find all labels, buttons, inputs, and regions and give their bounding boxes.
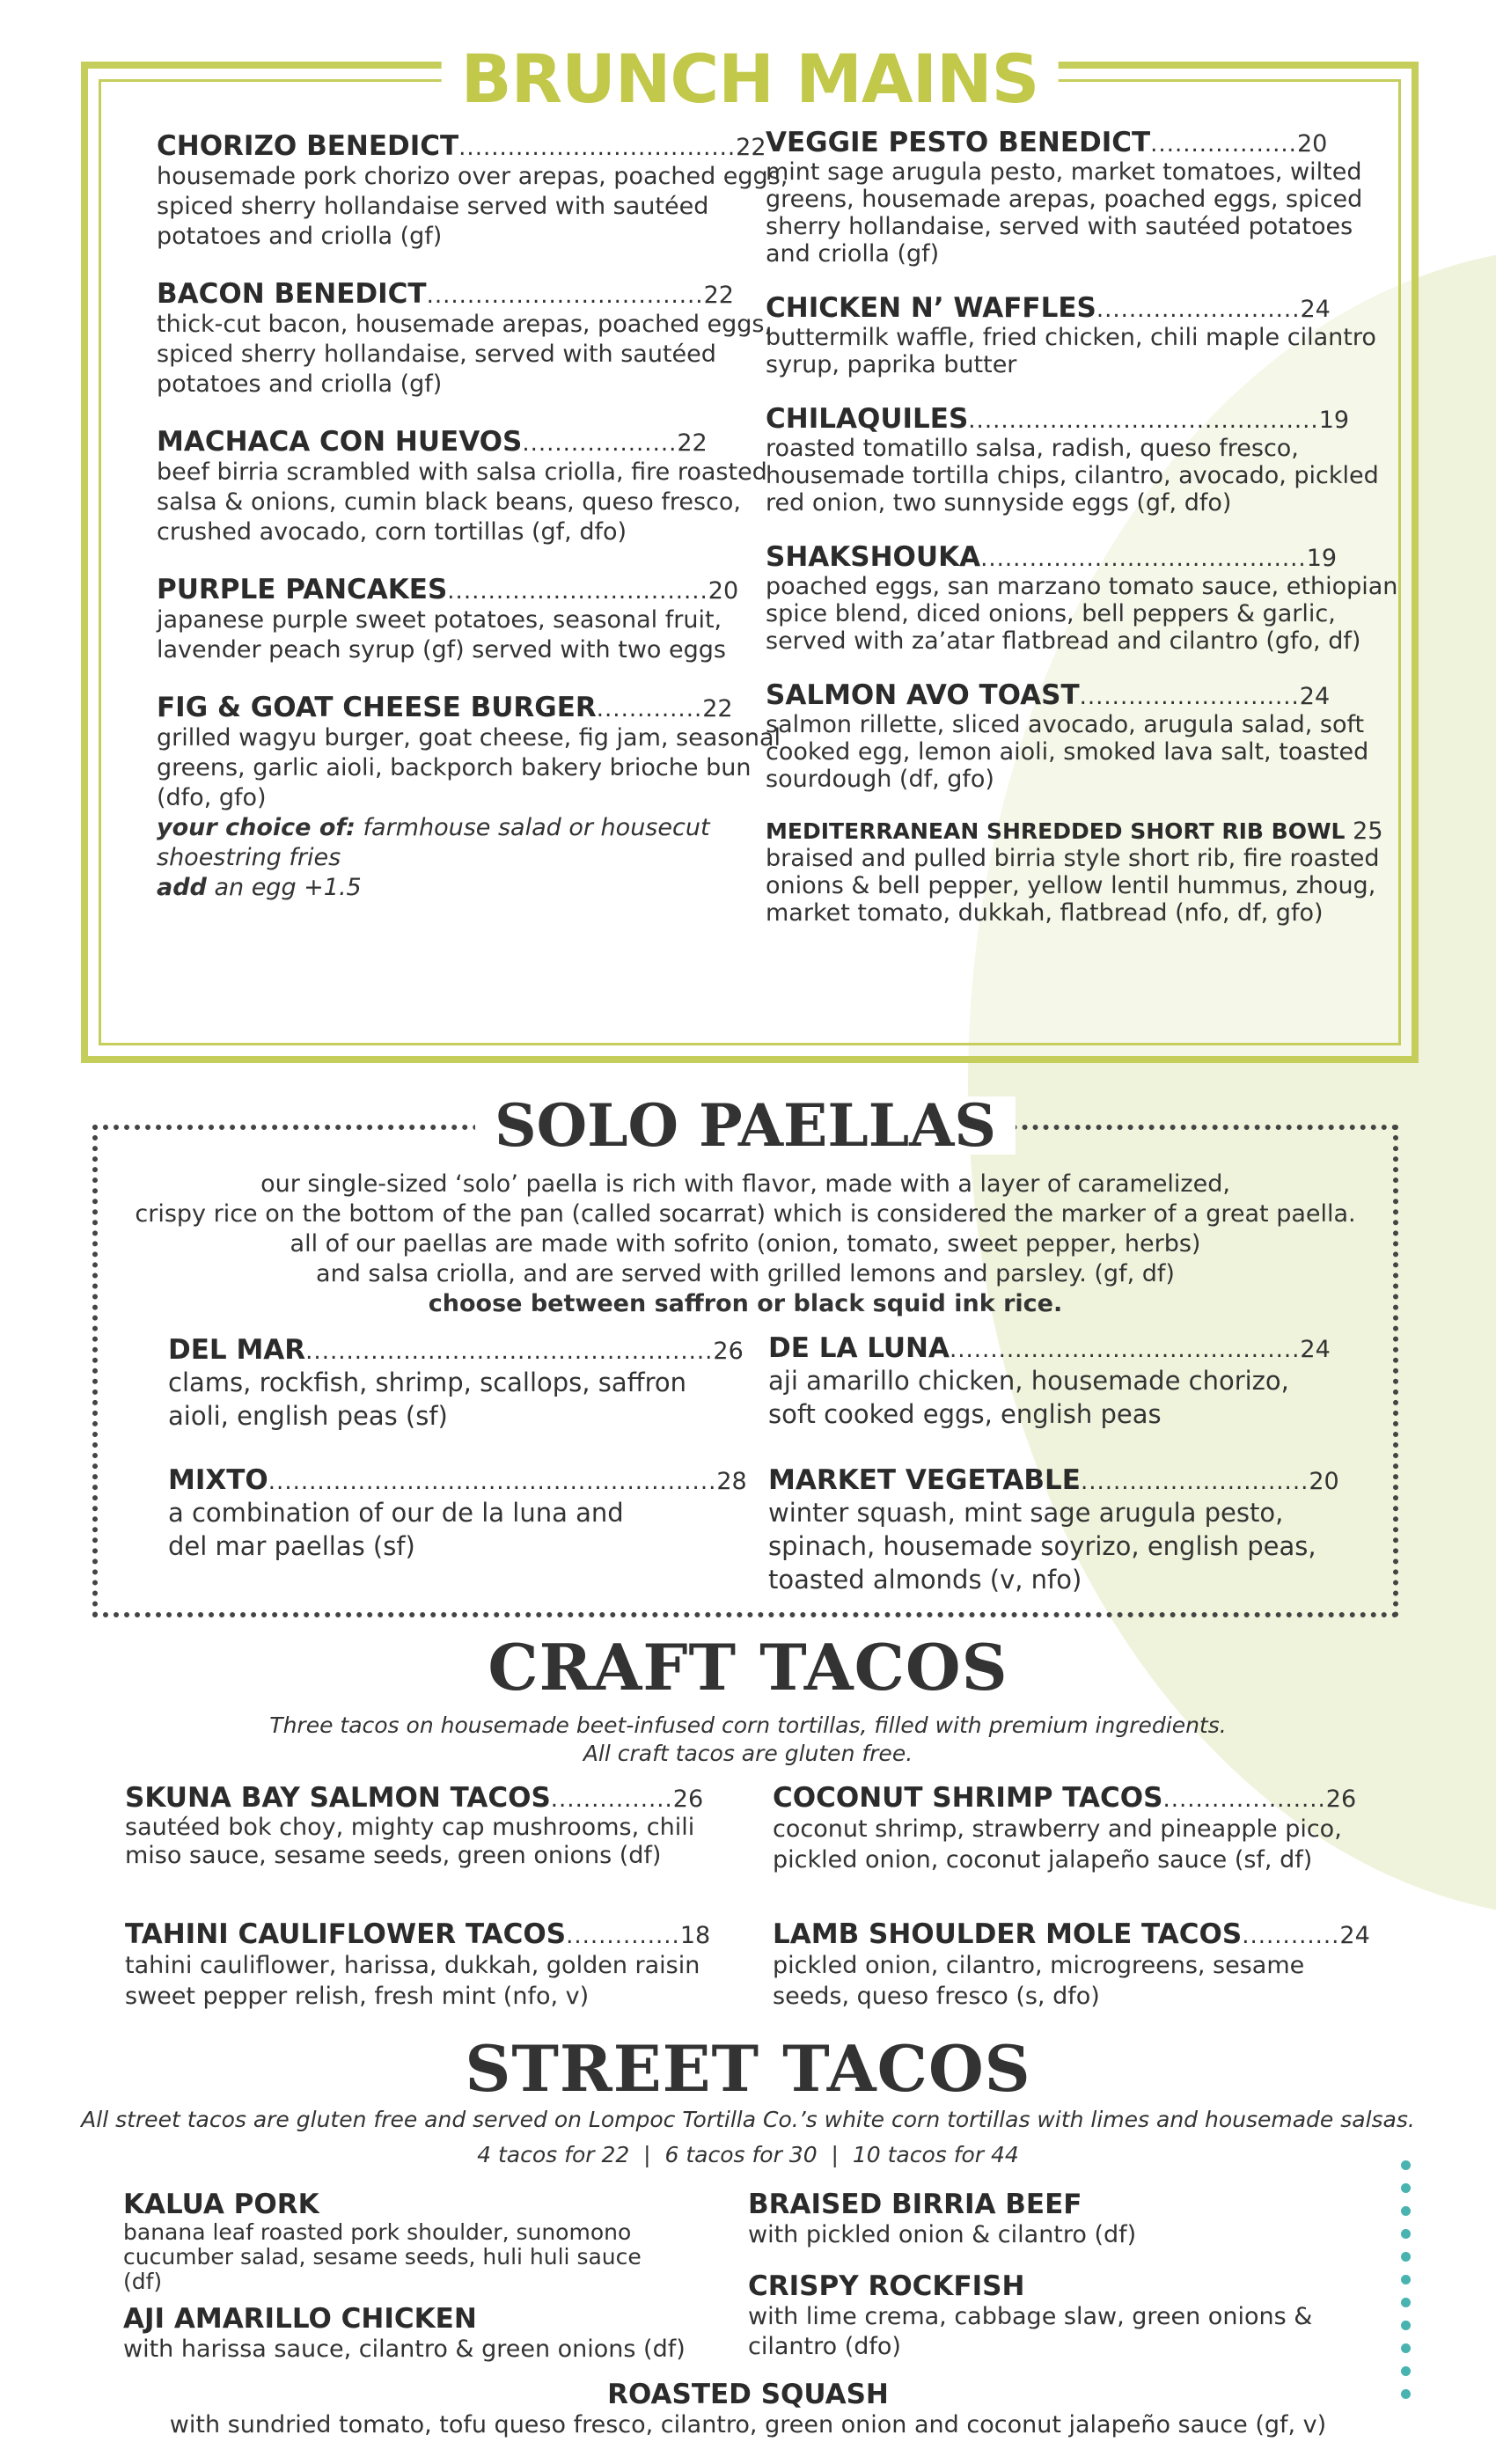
- item-name: CHICKEN N’ WAFFLES: [766, 292, 1096, 324]
- street-taco-item: [123, 2189, 686, 2294]
- item-price: 20: [708, 577, 739, 605]
- item-name: DEL MAR: [168, 1334, 306, 1366]
- menu-item: [157, 692, 803, 903]
- craft-taco-item: [773, 1782, 1389, 1875]
- item-name: COCONUT SHRIMP TACOS: [773, 1782, 1163, 1814]
- subtitle-line: All craft tacos are gluten free.: [583, 1741, 913, 1766]
- item-price: 28: [716, 1468, 747, 1495]
- item-price: 26: [672, 1786, 704, 1813]
- leader-dots: ..............: [566, 1923, 680, 1949]
- subtitle-line: All street tacos are gluten free and served on Lompoc Tortilla Co.’s white corn tortillas with limes and housemade salsas.: [81, 2107, 1415, 2132]
- item-name: LAMB SHOULDER MOLE TACOS: [773, 1918, 1243, 1950]
- item-description: mint sage arugula pesto, market tomatoes, wilted greens, housemade arepas, poached eggs, spiced sherry hollandaise, served with sautéed potatoes and criolla (gf): [766, 158, 1363, 268]
- item-description: tahini cauliflower, harissa, dukkah, golden raisin sweet pepper relish, fresh mint (nfo, v): [125, 1952, 700, 2010]
- item-name: BACON BENEDICT: [157, 278, 427, 310]
- item-price: 19: [1306, 545, 1338, 572]
- item-description: aji amarillo chicken, housemade chorizo, soft cooked eggs, english peas: [768, 1366, 1289, 1429]
- item-price: 25: [1353, 818, 1383, 845]
- item-price: 24: [1339, 1922, 1370, 1949]
- add-text: an egg +1.5: [206, 874, 362, 901]
- paella-item: [768, 1332, 1384, 1431]
- item-name: MIXTO: [168, 1464, 268, 1496]
- item-price: 22: [677, 429, 708, 457]
- leader-dots: ..................: [1150, 131, 1297, 158]
- item-description: with harissa sauce, cilantro & green onions (df): [123, 2336, 686, 2363]
- menu-item: [766, 679, 1399, 793]
- pricing-line: 4 tacos for 22 | 6 tacos for 30 | 10 tacos for 44: [477, 2142, 1019, 2167]
- leader-dots: ...........................................: [968, 407, 1319, 434]
- leader-dots: .........................: [1096, 297, 1301, 323]
- street-taco-item: [123, 2303, 739, 2365]
- item-name: CRISPY ROCKFISH: [748, 2270, 1025, 2302]
- street-taco-item: [748, 2270, 1346, 2362]
- decorative-dot-column: [1401, 2160, 1412, 2412]
- craft-taco-item: [125, 1782, 767, 1870]
- brunch-title: BRUNCH MAINS: [442, 46, 1059, 113]
- craft-tacos-subtitle: [0, 1712, 1496, 1768]
- leader-dots: ...........................................: [950, 1337, 1301, 1363]
- item-name: SALMON AVO TOAST: [766, 679, 1080, 711]
- leader-dots: ..................................: [458, 135, 737, 161]
- leader-dots: ..................................................: [305, 1338, 714, 1365]
- item-name: AJI AMARILLO CHICKEN: [123, 2303, 477, 2335]
- description-line: our single-sized ‘solo’ paella is rich with flavor, made with a layer of caramelized,: [260, 1170, 1230, 1198]
- item-price: 22: [736, 134, 766, 161]
- item-name: FIG & GOAT CHEESE BURGER: [157, 692, 597, 723]
- craft-taco-item: [773, 1918, 1389, 2012]
- paellas-description: [115, 1170, 1375, 1319]
- street-taco-item: [0, 2379, 1496, 2440]
- item-price: 19: [1318, 407, 1350, 434]
- item-description: grilled wagyu burger, goat cheese, fig jam, seasonal greens, garlic aioli, backporch bakery brioche bun (dfo, gfo): [157, 724, 781, 811]
- leader-dots: .......................................................: [268, 1469, 717, 1495]
- item-name: TAHINI CAULIFLOWER TACOS: [125, 1918, 567, 1950]
- item-price: 20: [1296, 130, 1328, 158]
- choice-text: farmhouse salad or housecut shoestring fries: [157, 814, 710, 871]
- item-description: with lime crema, cabbage slaw, green onions & cilantro (dfo): [748, 2303, 1313, 2360]
- item-price: 24: [1300, 296, 1331, 323]
- item-description: beef birria scrambled with salsa criolla, fire roasted salsa & onions, cumin black beans, queso fresco, crushed avocado, corn tortillas (gf, dfo): [157, 458, 767, 546]
- leader-dots: ..................................: [426, 282, 704, 309]
- menu-item: [766, 541, 1399, 655]
- item-description: with pickled onion & cilantro (df): [748, 2221, 1137, 2248]
- item-description: poached eggs, san marzano tomato sauce, ethiopian spice blend, diced onions, bell peppers & garlic, served with za’atar flatbread and cilantro (gfo, df): [766, 573, 1398, 655]
- item-description: clams, rockfish, shrimp, scallops, saffron aioli, english peas (sf): [168, 1368, 686, 1431]
- brunch-mains-section: [81, 40, 1419, 1063]
- item-price: 20: [1309, 1468, 1339, 1495]
- item-description: banana leaf roasted pork shoulder, sunomono cucumber salad, sesame seeds, huli huli sauce (df): [123, 2219, 642, 2294]
- item-description: a combination of our de la luna and del mar paellas (sf): [168, 1498, 624, 1561]
- paella-item: [168, 1334, 784, 1433]
- leader-dots: ...............: [550, 1786, 673, 1813]
- item-description: roasted tomatillo salsa, radish, queso fresco, housemade tortilla chips, cilantro, avocado, pickled red onion, two sunnyside eggs (gf, dfo): [766, 435, 1379, 517]
- item-description: pickled onion, cilantro, microgreens, sesame seeds, queso fresco (s, dfo): [773, 1952, 1305, 2010]
- item-price: 24: [1299, 683, 1331, 710]
- item-name: SKUNA BAY SALMON TACOS: [125, 1782, 551, 1814]
- menu-item: [157, 426, 803, 547]
- item-name: CHORIZO BENEDICT: [157, 130, 459, 162]
- item-name: MEDITERRANEAN SHREDDED SHORT RIB BOWL: [766, 818, 1346, 844]
- paella-item: [168, 1464, 784, 1563]
- item-price: 22: [703, 282, 734, 309]
- brunch-left-column: [157, 130, 803, 929]
- item-price: 26: [1325, 1786, 1357, 1813]
- menu-item: [157, 130, 803, 252]
- leader-dots: ...........................: [1079, 684, 1300, 710]
- item-name: CHILAQUILES: [766, 403, 969, 435]
- item-price: 26: [713, 1338, 744, 1365]
- solo-paellas-section: [92, 1091, 1398, 1617]
- add-label: add: [157, 874, 207, 901]
- leader-dots: .............: [596, 696, 703, 722]
- item-description: sautéed bok choy, mighty cap mushrooms, chili miso sauce, sesame seeds, green onions (df): [125, 1814, 695, 1869]
- item-description: braised and pulled birria style short rib, fire roasted onions & bell pepper, yellow lentil hummus, zhoug, market tomato, dukkah, flatbread (nfo, df, gfo): [766, 845, 1380, 927]
- item-name: MARKET VEGETABLE: [768, 1464, 1081, 1496]
- menu-item: [157, 278, 803, 400]
- item-name: DE LA LUNA: [768, 1332, 950, 1364]
- item-description: buttermilk waffle, fried chicken, chili maple cilantro syrup, paprika butter: [766, 324, 1376, 378]
- paellas-title: SOLO PAELLAS: [475, 1096, 1016, 1155]
- subtitle-line: Three tacos on housemade beet-infused corn tortillas, filled with premium ingredients.: [269, 1712, 1227, 1738]
- leader-dots: ...................: [522, 430, 678, 457]
- item-name: MACHACA CON HUEVOS: [157, 426, 523, 458]
- menu-item: [766, 818, 1399, 927]
- menu-item: [766, 403, 1399, 517]
- leader-dots: ........................................: [980, 546, 1307, 572]
- street-taco-item: [748, 2189, 1364, 2250]
- burger-add: [157, 873, 803, 903]
- item-name: VEGGIE PESTO BENEDICT: [766, 127, 1151, 158]
- item-name: ROASTED SQUASH: [607, 2379, 889, 2410]
- rice-choice: choose between saffron or black squid ink rice.: [428, 1290, 1063, 1317]
- choice-label: your choice of:: [157, 814, 356, 841]
- item-description: housemade pork chorizo over arepas, poached eggs, spiced sherry hollandaise served with sautéed potatoes and criolla (gf): [157, 163, 788, 250]
- menu-item: [766, 127, 1399, 268]
- craft-taco-item: [125, 1918, 767, 2012]
- burger-choice: [157, 813, 803, 873]
- item-price: 18: [679, 1922, 711, 1949]
- leader-dots: ................................: [447, 578, 708, 605]
- item-description: coconut shrimp, strawberry and pineapple pico, pickled onion, coconut jalapeño sauce (sf, df): [773, 1815, 1342, 1874]
- description-line: and salsa criolla, and are served with grilled lemons and parsley. (gf, df): [316, 1260, 1175, 1287]
- item-description: winter squash, mint sage arugula pesto, spinach, housemade soyrizo, english peas, toasted almonds (v, nfo): [768, 1498, 1316, 1595]
- brunch-right-column: [766, 127, 1399, 953]
- street-tacos-title: STREET TACOS: [465, 2031, 1031, 2106]
- item-description: japanese purple sweet potatoes, seasonal fruit, lavender peach syrup (gf) served with two eggs: [157, 606, 726, 664]
- street-tacos-subtitle: [0, 2106, 1496, 2169]
- description-line: all of our paellas are made with sofrito (onion, tomato, sweet pepper, herbs): [290, 1230, 1201, 1258]
- leader-dots: ............................: [1080, 1469, 1309, 1495]
- item-name: SHAKSHOUKA: [766, 541, 981, 573]
- item-name: PURPLE PANCAKES: [157, 574, 448, 605]
- item-description: thick-cut bacon, housemade arepas, poached eggs, spiced sherry hollandaise, served with sautéed potatoes and criolla (gf): [157, 311, 773, 398]
- craft-tacos-title: CRAFT TACOS: [488, 1630, 1008, 1705]
- description-line: crispy rice on the bottom of the pan (called socarrat) which is considered the marker of a great paella.: [135, 1200, 1356, 1228]
- item-name: BRAISED BIRRIA BEEF: [748, 2189, 1082, 2220]
- item-description: salmon rillette, sliced avocado, arugula salad, soft cooked egg, lemon aioli, smoked lava salt, toasted sourdough (df, gfo): [766, 711, 1369, 793]
- item-name: KALUA PORK: [123, 2189, 319, 2220]
- item-description: with sundried tomato, tofu queso fresco, cilantro, green onion and coconut jalapeño sauce (gf, v): [169, 2411, 1327, 2438]
- menu-item: [157, 574, 803, 665]
- leader-dots: ............: [1242, 1923, 1340, 1949]
- menu-item: [766, 292, 1399, 378]
- item-price: 24: [1300, 1336, 1331, 1363]
- leader-dots: ....................: [1162, 1786, 1326, 1813]
- paella-item: [768, 1464, 1384, 1596]
- item-price: 22: [702, 695, 733, 722]
